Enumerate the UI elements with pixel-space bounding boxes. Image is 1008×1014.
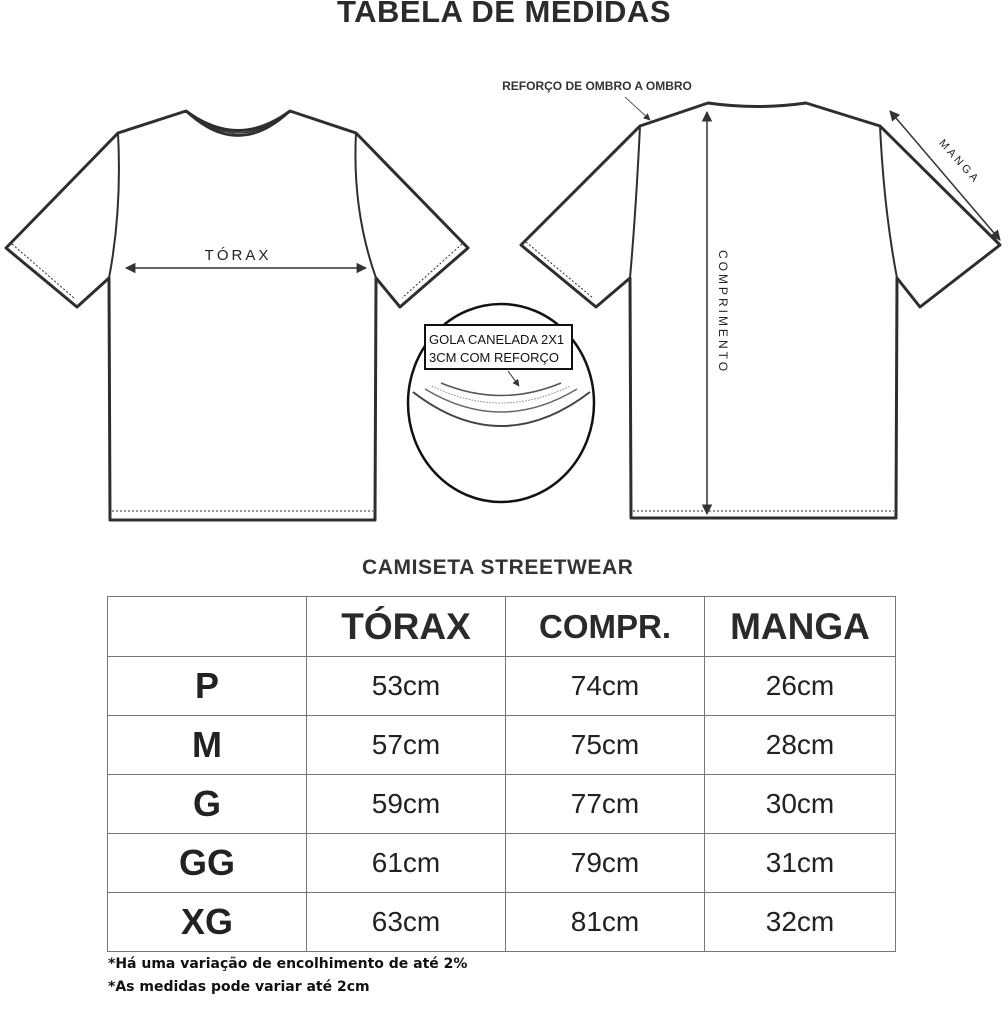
shrinkage-note: *Há uma variação de encolhimento de até 2% xyxy=(108,956,468,972)
reinforcement-pointer xyxy=(625,97,650,120)
sleeve-cell: 30cm xyxy=(705,775,896,834)
table-row xyxy=(108,716,896,775)
chest-cell: 61cm xyxy=(307,834,506,893)
size-cell: GG xyxy=(108,834,307,893)
header-sleeve: MANGA xyxy=(705,597,896,657)
length-cell: 75cm xyxy=(506,716,705,775)
size-cell: P xyxy=(108,657,307,716)
size-cell: M xyxy=(108,716,307,775)
back-tshirt xyxy=(521,103,1000,518)
length-cell: 81cm xyxy=(506,893,705,952)
length-label: COMPRIMENTO xyxy=(716,249,730,375)
size-cell: XG xyxy=(108,893,307,952)
header-chest: TÓRAX xyxy=(307,597,506,657)
table-header-row xyxy=(108,597,896,657)
size-cell: G xyxy=(108,775,307,834)
table-row xyxy=(108,834,896,893)
sleeve-cell: 32cm xyxy=(705,893,896,952)
length-cell: 77cm xyxy=(506,775,705,834)
chest-cell: 57cm xyxy=(307,716,506,775)
chest-cell: 59cm xyxy=(307,775,506,834)
chest-cell: 63cm xyxy=(307,893,506,952)
sleeve-cell: 26cm xyxy=(705,657,896,716)
table-row xyxy=(108,893,896,952)
collar-label-line2: 3CM COM REFORÇO xyxy=(429,350,559,365)
size-table xyxy=(107,596,896,952)
front-tshirt xyxy=(6,111,468,520)
header-length: COMPR. xyxy=(506,597,705,657)
length-cell: 79cm xyxy=(506,834,705,893)
sleeve-cell: 28cm xyxy=(705,716,896,775)
chest-label: TÓRAX xyxy=(204,247,272,264)
page-title: TABELA DE MEDIDAS xyxy=(337,0,671,29)
product-subtitle: CAMISETA STREETWEAR xyxy=(362,556,634,579)
header-empty xyxy=(108,597,307,657)
sleeve-cell: 31cm xyxy=(705,834,896,893)
reinforcement-label: REFORÇO DE OMBRO A OMBRO xyxy=(502,79,692,93)
chest-cell: 53cm xyxy=(307,657,506,716)
table-row xyxy=(108,775,896,834)
length-cell: 74cm xyxy=(506,657,705,716)
table-row xyxy=(108,657,896,716)
sleeve-label: MANGA xyxy=(936,137,983,187)
variation-note: *As medidas pode variar até 2cm xyxy=(108,979,370,995)
collar-label-line1: GOLA CANELADA 2X1 xyxy=(429,332,565,347)
